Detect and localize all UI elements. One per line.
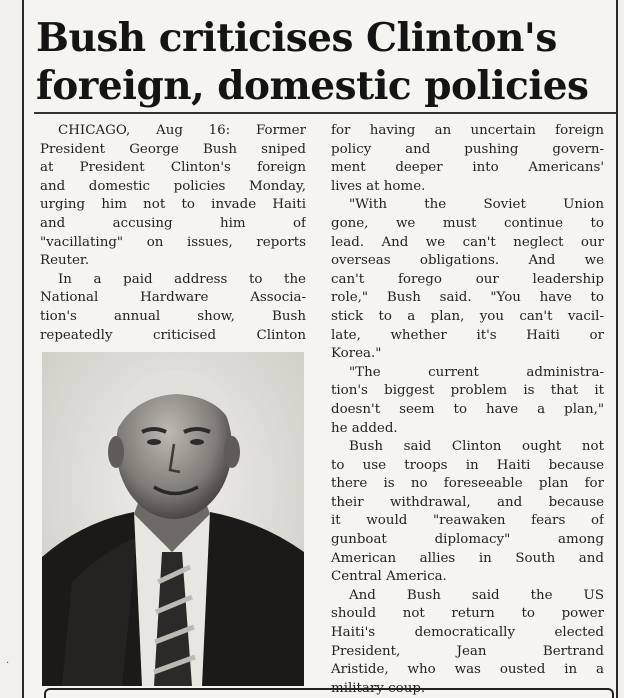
- text-line: National Hardware Associa-: [40, 290, 306, 306]
- text-line: gone, we must continue to: [331, 215, 604, 231]
- text-line: should not return to power: [331, 606, 604, 622]
- text-line: gunboat diplomacy" among: [331, 532, 604, 548]
- text-line: Aristide, who was ousted in a: [331, 662, 604, 678]
- text-line: lives at home.: [331, 178, 426, 194]
- text-line: overseas obligations. And we: [331, 253, 604, 269]
- headline-line-2: foreign, domestic policies: [36, 63, 589, 109]
- text-line: "With the Soviet Union: [349, 197, 604, 213]
- text-line: policy and pushing govern-: [331, 141, 604, 157]
- text-line: and accusing him of: [40, 215, 306, 231]
- text-line: he added.: [331, 420, 398, 436]
- text-line: President George Bush sniped: [40, 141, 306, 157]
- text-line: Haiti's democratically elected: [331, 625, 604, 641]
- text-line: President, Jean Bertrand: [331, 643, 604, 659]
- text-line: urging him not to invade Haiti: [40, 197, 306, 213]
- text-line: tion's annual show, Bush: [40, 308, 306, 324]
- text-line: stick to a plan, you can't vacil-: [331, 308, 604, 324]
- headline-line-1: Bush criticises Clinton's: [36, 15, 557, 61]
- text-line: to use troops in Haiti because: [331, 457, 604, 473]
- text-line: and domestic policies Monday,: [40, 178, 306, 194]
- text-line: Bush said Clinton ought not: [349, 439, 604, 455]
- portrait-photo: [42, 352, 304, 686]
- text-line: at President Clinton's foreign: [40, 160, 306, 176]
- text-line: Central America.: [331, 569, 447, 585]
- text-line: ment deeper into Americans': [331, 160, 604, 176]
- text-line: role," Bush said. "You have to: [331, 290, 604, 306]
- left-column: [40, 122, 306, 345]
- text-line: doesn't seem to have a plan,": [331, 401, 604, 417]
- text-line: military coup.: [331, 680, 426, 696]
- text-line: Reuter.: [40, 253, 90, 269]
- text-line: "The current administra-: [349, 364, 604, 380]
- text-line: CHICAGO, Aug 16: Former: [58, 123, 306, 138]
- text-line: repeatedly criticised Clinton: [40, 327, 306, 343]
- text-line: American allies in South and: [331, 550, 604, 566]
- text-line: lead. And we can't neglect our: [331, 234, 604, 250]
- text-line: Korea.": [331, 346, 382, 362]
- headline-rule: [34, 112, 616, 114]
- text-line: can't forego our leadership: [331, 271, 604, 287]
- text-line: In a paid address to the: [58, 271, 306, 287]
- text-line: tion's biggest problem is that it: [331, 383, 604, 399]
- text-line: late, whether it's Haiti or: [331, 327, 604, 343]
- next-article-border: [44, 688, 614, 698]
- right-column: [331, 122, 604, 698]
- scan-mark: ·: [6, 658, 10, 669]
- text-line: for having an uncertain foreign: [331, 123, 604, 138]
- text-line: their withdrawal, and because: [331, 494, 604, 510]
- text-line: "vacillating" on issues, reports: [40, 234, 306, 250]
- text-line: there is no foreseeable plan for: [331, 476, 604, 492]
- text-line: And Bush said the US: [349, 587, 604, 603]
- headline: [36, 14, 614, 110]
- portrait-illustration: [42, 352, 304, 686]
- text-line: it would "reawaken fears of: [331, 513, 604, 529]
